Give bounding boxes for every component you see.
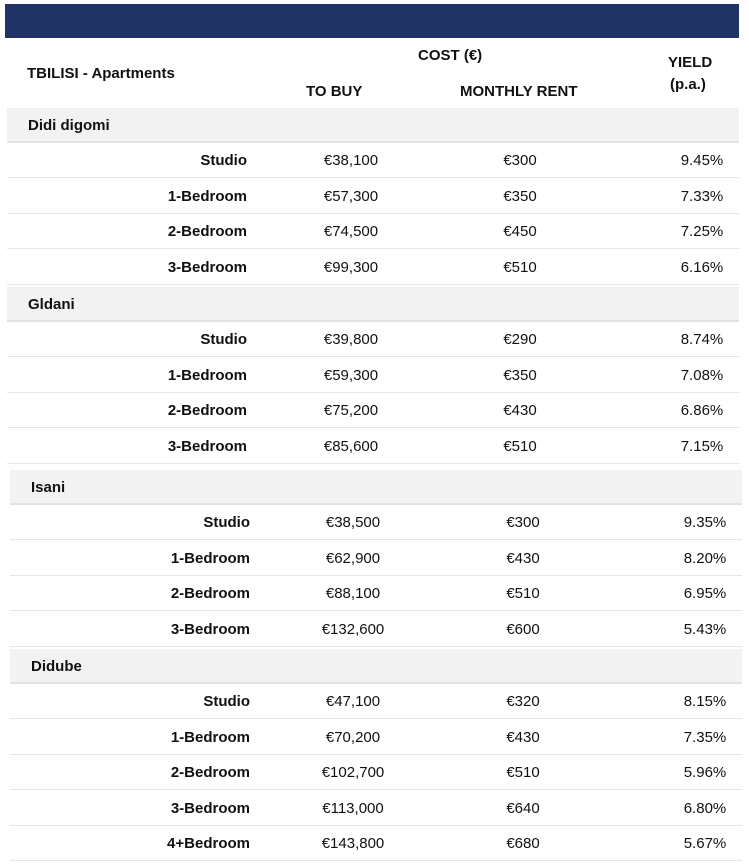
- buy-price: €143,800: [321, 835, 385, 852]
- apartment-type: Studio: [200, 152, 247, 169]
- buy-price: €99,300: [323, 259, 379, 276]
- table-row: [10, 720, 742, 755]
- buy-price: €102,700: [321, 764, 385, 781]
- to-buy-header: TO BUY: [306, 83, 363, 100]
- district-name: Didube: [31, 658, 82, 675]
- district-name: Gldani: [28, 296, 75, 313]
- table-row: [7, 143, 739, 178]
- monthly-rent: €600: [506, 621, 540, 638]
- table-row: [7, 322, 739, 357]
- apartment-type: 1-Bedroom: [170, 550, 250, 567]
- yield-value: 6.80%: [683, 800, 727, 817]
- table-row: [10, 612, 742, 647]
- apartment-type: 2-Bedroom: [170, 585, 250, 602]
- buy-price: €59,300: [323, 367, 379, 384]
- yield-value: 7.08%: [680, 367, 724, 384]
- apartment-type: 2-Bedroom: [167, 223, 247, 240]
- district-header: [7, 108, 739, 143]
- buy-price: €62,900: [325, 550, 381, 567]
- yield-value: 9.35%: [683, 514, 727, 531]
- monthly-rent: €300: [503, 152, 537, 169]
- buy-price: €132,600: [321, 621, 385, 638]
- apartment-type: Studio: [203, 693, 250, 710]
- district-name: Isani: [31, 479, 66, 496]
- buy-price: €57,300: [323, 188, 379, 205]
- cost-label: COST (€): [418, 47, 483, 64]
- table-row: [10, 755, 742, 790]
- apartment-type: 4+Bedroom: [167, 835, 250, 852]
- apartment-type: 2-Bedroom: [170, 764, 250, 781]
- district-header: [7, 287, 739, 322]
- yield-header: YIELD: [668, 54, 713, 71]
- table-row: [7, 393, 739, 428]
- apartment-type: 1-Bedroom: [170, 729, 250, 746]
- monthly-rent: €350: [503, 367, 537, 384]
- apartment-type: Studio: [200, 331, 247, 348]
- district-header: [10, 470, 742, 505]
- yield-value: 8.15%: [683, 693, 727, 710]
- table-row: [10, 541, 742, 576]
- district-header: [10, 649, 742, 684]
- monthly-rent: €510: [506, 585, 540, 602]
- buy-price: €38,100: [323, 152, 379, 169]
- yield-unit: (p.a.): [670, 76, 706, 93]
- yield-value: 5.96%: [683, 764, 727, 781]
- monthly-rent-header: MONTHLY RENT: [460, 83, 578, 100]
- yield-value: 8.20%: [683, 550, 727, 567]
- yield-value: 7.33%: [680, 188, 724, 205]
- buy-price: €70,200: [325, 729, 381, 746]
- yield-value: 6.16%: [680, 259, 724, 276]
- monthly-rent: €350: [503, 188, 537, 205]
- yield-value: 8.74%: [680, 331, 724, 348]
- monthly-rent: €430: [506, 729, 540, 746]
- table-row: [10, 826, 742, 861]
- monthly-rent: €510: [503, 259, 537, 276]
- monthly-rent: €510: [506, 764, 540, 781]
- buy-price: €38,500: [325, 514, 381, 531]
- buy-price: €88,100: [325, 585, 381, 602]
- table-row: [7, 358, 739, 393]
- yield-value: 7.25%: [680, 223, 724, 240]
- district-name: Didi digomi: [28, 117, 110, 134]
- monthly-rent: €680: [506, 835, 540, 852]
- yield-value: 6.95%: [683, 585, 727, 602]
- table-row: [10, 684, 742, 719]
- apartment-type: 3-Bedroom: [170, 800, 250, 817]
- buy-price: €47,100: [325, 693, 381, 710]
- apartment-type: 3-Bedroom: [170, 621, 250, 638]
- yield-value: 5.43%: [683, 621, 727, 638]
- monthly-rent: €450: [503, 223, 537, 240]
- table-row: [7, 214, 739, 249]
- apartment-type: 3-Bedroom: [167, 438, 247, 455]
- buy-price: €74,500: [323, 223, 379, 240]
- table-row: [10, 791, 742, 826]
- monthly-rent: €430: [503, 402, 537, 419]
- table-row: [7, 250, 739, 285]
- monthly-rent: €640: [506, 800, 540, 817]
- monthly-rent: €320: [506, 693, 540, 710]
- monthly-rent: €430: [506, 550, 540, 567]
- apartment-type: 2-Bedroom: [167, 402, 247, 419]
- monthly-rent: €290: [503, 331, 537, 348]
- yield-value: 7.15%: [680, 438, 724, 455]
- buy-price: €113,000: [322, 800, 384, 817]
- city-label: TBILISI - Apartments: [27, 65, 175, 82]
- table-row: [7, 429, 739, 464]
- apartment-type: 3-Bedroom: [167, 259, 247, 276]
- monthly-rent: €300: [506, 514, 540, 531]
- yield-value: 9.45%: [680, 152, 724, 169]
- title-banner: [5, 4, 739, 38]
- table-header: [5, 38, 739, 104]
- table-row: [10, 576, 742, 611]
- table-row: [10, 505, 742, 540]
- apartment-type: 1-Bedroom: [167, 367, 247, 384]
- apartment-type: Studio: [203, 514, 250, 531]
- buy-price: €85,600: [323, 438, 379, 455]
- buy-price: €39,800: [323, 331, 379, 348]
- apartment-type: 1-Bedroom: [167, 188, 247, 205]
- monthly-rent: €510: [503, 438, 537, 455]
- yield-value: 7.35%: [683, 729, 727, 746]
- yield-value: 5.67%: [683, 835, 727, 852]
- buy-price: €75,200: [323, 402, 379, 419]
- yield-value: 6.86%: [680, 402, 724, 419]
- table-row: [7, 179, 739, 214]
